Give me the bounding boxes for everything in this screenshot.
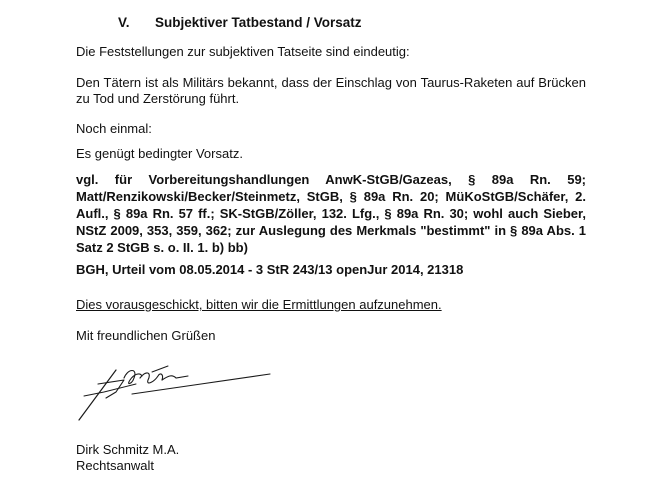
signatory-name: Dirk Schmitz M.A.	[76, 442, 180, 457]
court-decision-reference: BGH, Urteil vom 08.05.2014 - 3 StR 243/13 openJur 2014, 21318	[76, 262, 464, 277]
section-number: V.	[118, 15, 130, 30]
paragraph-conditional-intent: Es genügt bedingter Vorsatz.	[76, 146, 243, 161]
paragraph-findings: Die Feststellungen zur subjektiven Tatseite sind eindeutig:	[76, 44, 410, 59]
signatory-title: Rechtsanwalt	[76, 458, 155, 473]
legal-citation: vgl. für Vorbereitungshandlungen AnwK-StGB/Gazeas, § 89a Rn. 59; Matt/Renzikowski/Becker/Steinmetz, StGB, § 89a Rn. 20; MüKoStGB/Schäfer, 2. Aufl., § 89a Rn. 57 ff.; SK-StGB/Zöller, 132. Lfg., § 89a Rn. 30; wohl auch Sieber, NStZ 2009, 353, 359, 362; zur Auslegung des Merkmals "bestimmt" in § 89a Abs. 1 Satz 2 StGB s. o. II. 1. b) bb)	[76, 172, 586, 255]
paragraph-knowledge: Den Tätern ist als Militärs bekannt, dass der Einschlag von Taurus-Raketen auf Brücken zu Tod und Zerstörung führt.	[76, 75, 586, 106]
section-heading	[118, 15, 362, 31]
closing-greeting: Mit freundlichen Grüßen	[76, 328, 216, 343]
handwritten-signature	[76, 362, 276, 424]
investigation-request: Dies vorausgeschickt, bitten wir die Ermittlungen aufzunehmen.	[76, 297, 442, 312]
section-title: Subjektiver Tatbestand / Vorsatz	[155, 15, 362, 30]
paragraph-once-more: Noch einmal:	[76, 121, 152, 136]
